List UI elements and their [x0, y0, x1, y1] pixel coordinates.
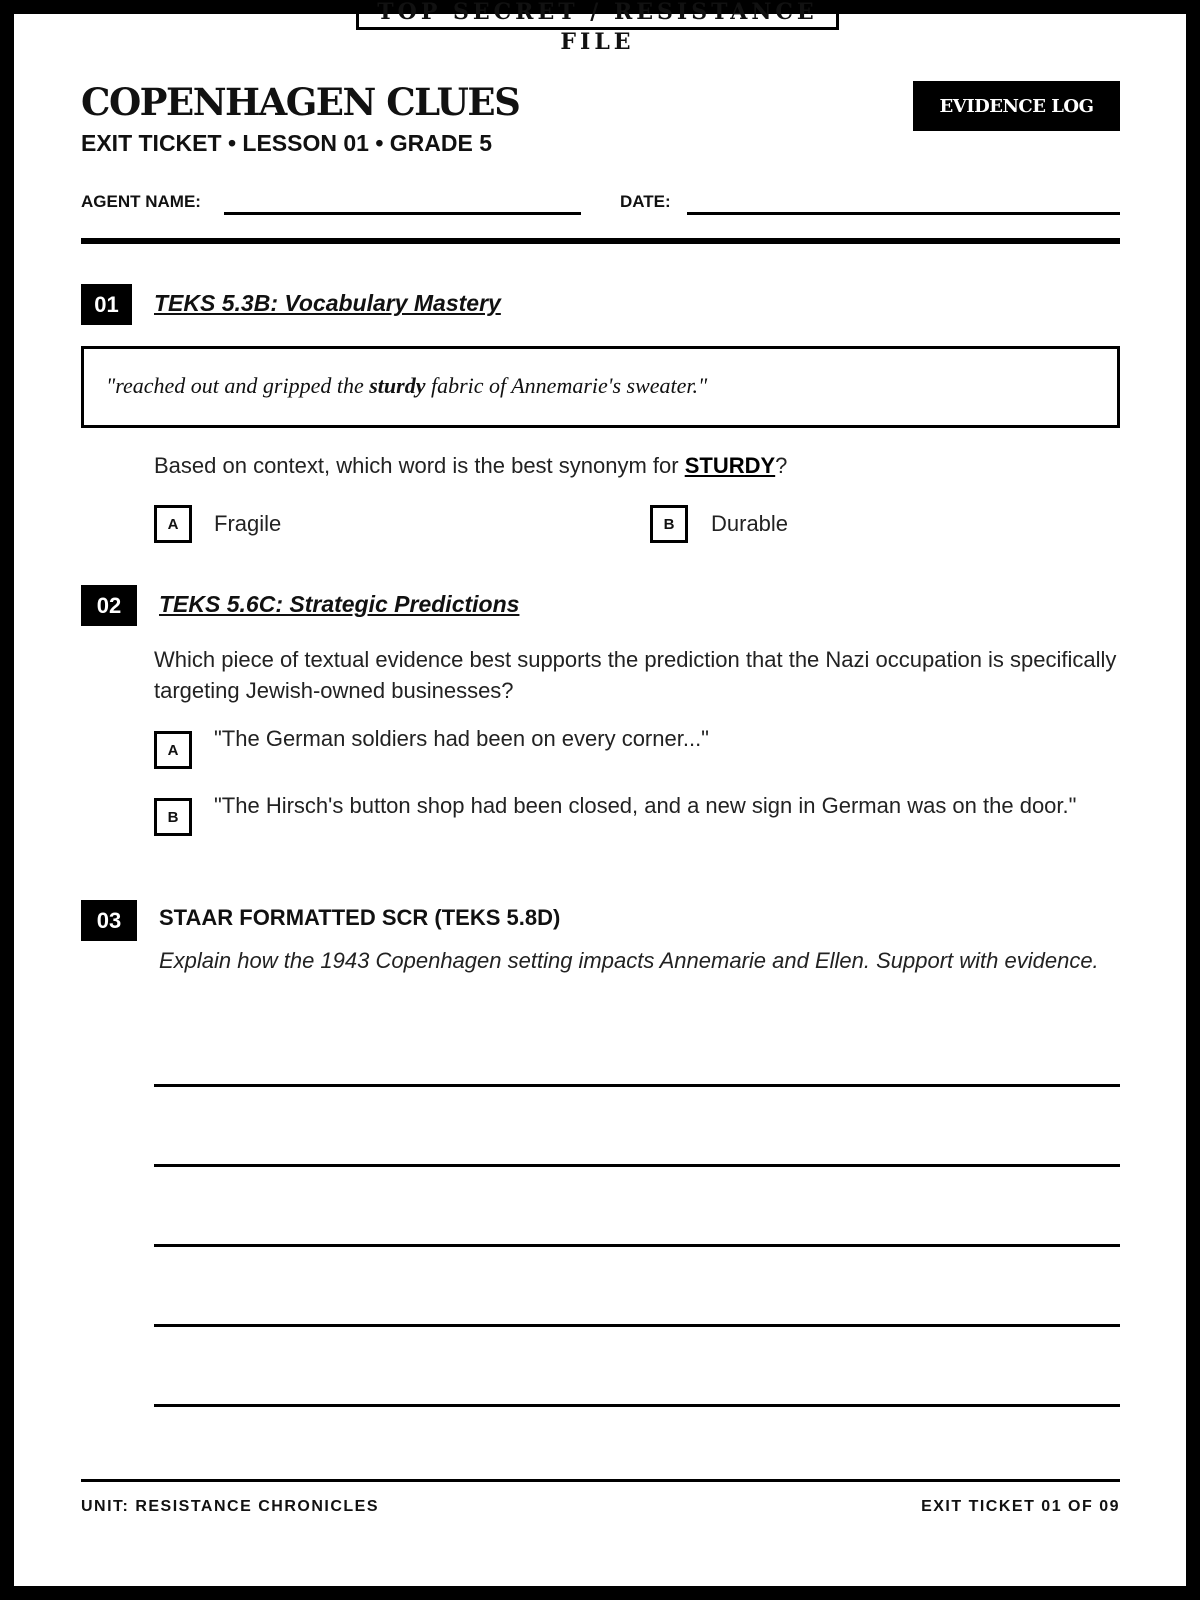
- prompt-keyword: STURDY: [684, 453, 776, 478]
- footer-page-count: EXIT TICKET 01 OF 09: [921, 1498, 1120, 1515]
- question-heading: STAAR FORMATTED SCR (TEKS 5.8D): [159, 905, 561, 930]
- agent-name-label: AGENT NAME:: [81, 192, 201, 211]
- option-a-box[interactable]: A: [154, 505, 192, 543]
- question-heading: TEKS 5.6C: Strategic Predictions: [159, 591, 520, 617]
- option-b-box[interactable]: B: [650, 505, 688, 543]
- question-prompt: [154, 450, 787, 481]
- question-heading: TEKS 5.3B: Vocabulary Mastery: [154, 290, 501, 316]
- prompt-text: Based on context, which word is the best synonym for: [154, 453, 685, 478]
- question-prompt: Explain how the 1943 Copenhagen setting impacts Annemarie and Ellen. Support with evidence.: [159, 948, 1099, 973]
- question-number-badge: 03: [81, 900, 137, 941]
- question-prompt: Which piece of textual evidence best supports the prediction that the Nazi occupation is specifically targeting Jewish-owned businesses?: [154, 647, 1117, 703]
- quote-highlight: sturdy: [369, 373, 426, 398]
- question-number-badge: 02: [81, 585, 137, 626]
- header-divider: [81, 238, 1120, 244]
- answer-line[interactable]: [154, 1164, 1120, 1167]
- option-b-text[interactable]: "The Hirsch's button shop had been closed, and a new sign in German was on the door.": [214, 793, 1077, 818]
- prompt-text: ?: [775, 453, 788, 478]
- answer-line[interactable]: [154, 1404, 1120, 1407]
- page-title: COPENHAGEN CLUES: [81, 80, 520, 124]
- worksheet-page: [14, 0, 1186, 1586]
- answer-line[interactable]: [154, 1324, 1120, 1327]
- quote-text: fabric of Annemarie's sweater.": [425, 373, 708, 398]
- date-label: DATE:: [620, 192, 671, 211]
- page-subtitle: EXIT TICKET • LESSON 01 • GRADE 5: [81, 130, 493, 156]
- option-a-text[interactable]: "The German soldiers had been on every corner...": [214, 726, 709, 751]
- answer-line[interactable]: [154, 1084, 1120, 1087]
- question-number-badge: 01: [81, 284, 132, 325]
- option-b-box[interactable]: B: [154, 798, 192, 836]
- option-b-text[interactable]: Durable: [711, 511, 789, 536]
- evidence-log-button[interactable]: EVIDENCE LOG: [913, 81, 1120, 131]
- agent-name-field[interactable]: [224, 212, 581, 215]
- option-a-box[interactable]: A: [154, 731, 192, 769]
- answer-line[interactable]: [154, 1244, 1120, 1247]
- date-field[interactable]: [687, 212, 1120, 215]
- quote-box: [81, 346, 1120, 428]
- footer-unit: UNIT: RESISTANCE CHRONICLES: [81, 1498, 379, 1515]
- footer-divider: [81, 1479, 1120, 1482]
- option-a-text[interactable]: Fragile: [214, 511, 282, 536]
- quote-text: "reached out and gripped the: [106, 373, 370, 398]
- top-secret-stamp: TOP SECRET / RESISTANCE FILE: [356, 0, 839, 30]
